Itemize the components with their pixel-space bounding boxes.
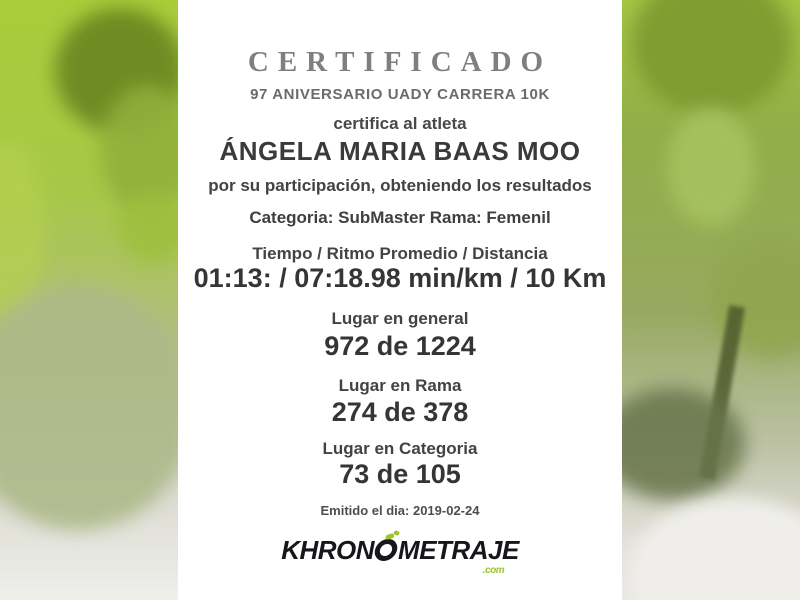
right-runner-hair-shape: [632, 0, 792, 115]
issued-date-line: Emitido el dia: 2019-02-24: [320, 503, 480, 518]
placement-categoria-value: 73 de 105: [339, 459, 461, 489]
right-runner-shorts-shape: [630, 498, 800, 600]
khronometraje-logo: KHRON METRAJE.com: [178, 536, 622, 566]
athlete-name: ÁNGELA MARIA BAAS MOO: [219, 136, 581, 166]
stopwatch-o-icon: [373, 539, 400, 561]
right-runner-face-shape: [667, 108, 755, 226]
results-value: 01:13: / 07:18.98 min/km / 10 Km: [193, 263, 607, 293]
placement-rama-value: 274 de 378: [331, 397, 469, 427]
event-subtitle: 97 ANIVERSARIO UADY CARRERA 10K: [250, 86, 550, 103]
left-runner-neck-shape: [118, 192, 178, 262]
logo-text-suffix: METRAJE: [398, 535, 519, 565]
left-runner-tank-shape: [0, 285, 178, 530]
placement-general-value: 972 de 1224: [324, 331, 476, 361]
left-runner-photo: [0, 0, 178, 600]
logo-text-prefix: KHRON: [281, 535, 375, 565]
participation-text: por su participación, obteniendo los resultados: [208, 176, 592, 195]
results-label: Tiempo / Ritmo Promedio / Distancia: [252, 244, 548, 263]
certificate-panel: [178, 0, 622, 600]
placement-rama-label: Lugar en Rama: [338, 376, 462, 395]
placement-general-label: Lugar en general: [331, 309, 469, 328]
certificate-title: CERTIFICADO: [247, 46, 553, 78]
placement-categoria-label: Lugar en Categoria: [322, 439, 478, 458]
right-runner-photo: [622, 0, 800, 600]
intro-text: certifica al atleta: [333, 114, 467, 133]
category-line: Categoria: SubMaster Rama: Femenil: [249, 208, 551, 227]
